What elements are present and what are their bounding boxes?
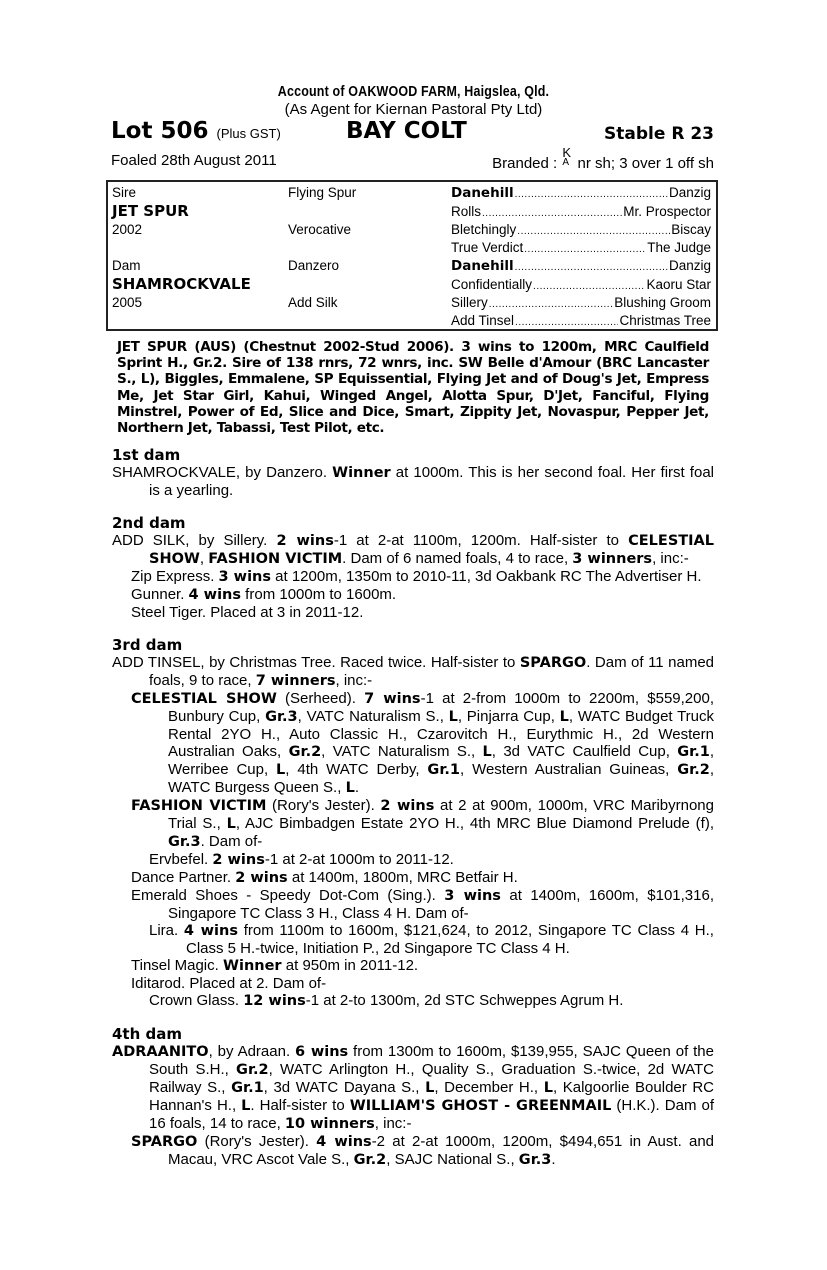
progeny-entry: CELESTIAL SHOW (Serheed). 7 wins-1 at 2-from 1000m to 2200m, $559,200, Bunbury Cup, Gr.3, VATC Naturalism S., L, Pinjarra Cup, L, WATC Budget Truck Rental 2YO H., Auto Classic H., Czarovitch H., Eurythmic H., 2d Western Australian Oaks, Gr.2, VATC Naturalism S., L, 3d VATC Caulfield Cup, Gr.1, Werribee Cup, L, 4th WATC Derby, Gr.1, Western Australian Guineas, Gr.2, WATC Burgess Queen S., L. xyxy=(131,690,715,796)
progeny-entry: Tinsel Magic. Winner at 950m in 2011-12. xyxy=(131,957,419,974)
dam-year: 2005 xyxy=(112,295,143,310)
progeny-entry: Zip Express. 3 wins at 1200m, 1350m to 2010-11, 3d Oakbank RC The Advertiser H. xyxy=(131,568,702,585)
lot-note: (Plus GST) xyxy=(216,126,281,141)
progeny-entry: FASHION VICTIM (Rory's Jester). 2 wins at 2 at 900m, 1000m, VRC Maribyrnong Trial S., L, AJC Bimbadgen Estate 2YO H., 4th MRC Blue Diamond Prelude (f), Gr.3. Dam of- xyxy=(131,797,714,850)
sire-year: 2002 xyxy=(112,222,143,237)
branded-label: Branded : xyxy=(492,155,558,172)
fourth-dam-heading: 4th dam xyxy=(112,1025,182,1043)
third-gen-row: Danehill ..... Danzig xyxy=(451,185,711,201)
vendor-account: Account of OAKWOOD FARM, Haigslea, Qld. xyxy=(277,84,550,100)
third-gen-row: Rolls ..... Mr. Prospector xyxy=(451,204,711,219)
sire-summary: JET SPUR (AUS) (Chestnut 2002-Stud 2006). 3 wins to 1200m, MRC Caulfield Sprint H., Gr.2. Sire of 138 rnrs, 72 wnrs, inc. SW Belle d'Amour (BRC Lancaster S., L), Biggles, Emmalene, SP Equissential, Flying Jet and of Doug's Jet, Empress Me, Jet Star Girl, Kahui, Winged Angel, Alotta Spur, D'Jet, Fanciful, Flying Minstrel, Power of Ed, Slice and Dice, Smart, Zippity Jet, Novaspur, Pepper Jet, Northern Jet, Tabassi, Test Pilot, etc. xyxy=(117,339,709,437)
progeny-entry: SPARGO (Rory's Jester). 4 wins-2 at 2-at 1000m, 1200m, $494,651 in Aust. and Macau, VRC Ascot Vale S., Gr.2, SAJC National S., Gr.3. xyxy=(131,1133,715,1168)
sire-dam: Verocative xyxy=(288,222,352,237)
progeny-entry: Emerald Shoes - Speedy Dot-Com (Sing.). 3 wins at 1400m, 1600m, $101,316, Singapore TC Class 3 H., Class 4 H. Dam of- xyxy=(131,887,714,922)
dam-dam: Add Silk xyxy=(288,295,338,310)
dam-label: Dam xyxy=(112,258,141,273)
grand-progeny-entry: Ervbefel. 2 wins-1 at 2-at 1000m to 2011-12. xyxy=(149,851,454,868)
third-gen-row: Danehill ..... Danzig xyxy=(451,258,711,274)
grand-progeny-entry: Crown Glass. 12 wins-1 at 2-to 1300m, 2d STC Schweppes Agrum H. xyxy=(149,992,624,1009)
dam-pedigree-body xyxy=(112,447,714,1169)
third-gen-row: True Verdict ..... The Judge xyxy=(451,240,711,255)
third-gen-row: Add Tinsel ..... Christmas Tree xyxy=(451,313,711,328)
sire-label: Sire xyxy=(112,185,137,200)
first-dam-heading: 1st dam xyxy=(112,446,181,464)
horse-description: BAY COLT xyxy=(346,118,467,144)
progeny-entry: Dance Partner. 2 wins at 1400m, 1800m, MRC Betfair H. xyxy=(131,869,518,886)
progeny-entry: Steel Tiger. Placed at 3 in 2011-12. xyxy=(131,604,364,621)
sire-name: JET SPUR xyxy=(112,202,189,220)
second-dam-entry: ADD SILK, by Sillery. 2 wins-1 at 2-at 1100m, 1200m. Half-sister to CELESTIAL SHOW, FASHION VICTIM. Dam of 6 named foals, 4 to race, 3 winners, inc:- xyxy=(112,532,715,567)
dam-name: SHAMROCKVALE xyxy=(112,275,251,293)
vendor-agent: (As Agent for Kiernan Pastoral Pty Ltd) xyxy=(284,101,543,118)
third-dam-heading: 3rd dam xyxy=(112,636,183,654)
fourth-dam-entry: ADRAANITO, by Adraan. 6 wins from 1300m to 1600m, $139,955, SAJC Queen of the South S.H., Gr.2, WATC Arlington H., Quality S., Graduation S.-twice, 2d WATC Railway S., Gr.1, 3d WATC Dayana S., L, December H., L, Kalgoorlie Boulder RC Hannan's H., L. Half-sister to WILLIAM'S GHOST - GREENMAIL (H.K.). Dam of 16 foals, 14 to race, 10 winners, inc:- xyxy=(112,1043,715,1132)
foaled-date: Foaled 28th August 2011 xyxy=(111,152,277,169)
grand-progeny-entry: Lira. 4 wins from 1100m to 1600m, $121,624, to 2012, Singapore TC Class 4 H., Class 5 H.-twice, Initiation P., 2d Singapore TC Class 4 H. xyxy=(149,922,714,957)
progeny-entry: Iditarod. Placed at 2. Dam of- xyxy=(131,975,327,992)
third-gen-row: Bletchingly ..... Biscay xyxy=(451,222,711,237)
third-dam-entry: ADD TINSEL, by Christmas Tree. Raced twice. Half-sister to SPARGO. Dam of 11 named foals, 9 to race, 7 winners, inc:- xyxy=(112,654,715,689)
second-dam-heading: 2nd dam xyxy=(112,514,186,532)
third-gen-row: Sillery ..... Blushing Groom xyxy=(451,295,711,310)
stable-location: Stable R 23 xyxy=(604,124,714,144)
brand-info xyxy=(492,145,714,172)
third-gen-row: Confidentially ..... Kaoru Star xyxy=(451,277,711,292)
dam-sire: Danzero xyxy=(288,258,340,273)
branded-detail: nr sh; 3 over 1 off sh xyxy=(577,155,714,172)
sire-sire: Flying Spur xyxy=(288,185,357,200)
brand-mark-icon: K A xyxy=(562,145,572,168)
progeny-entry: Gunner. 4 wins from 1000m to 1600m. xyxy=(131,586,397,603)
lot-label: Lot 506 xyxy=(111,118,209,144)
lot-number xyxy=(111,118,281,144)
first-dam-entry: SHAMROCKVALE, by Danzero. Winner at 1000m. This is her second foal. Her first foal is a yearling. xyxy=(112,464,714,499)
